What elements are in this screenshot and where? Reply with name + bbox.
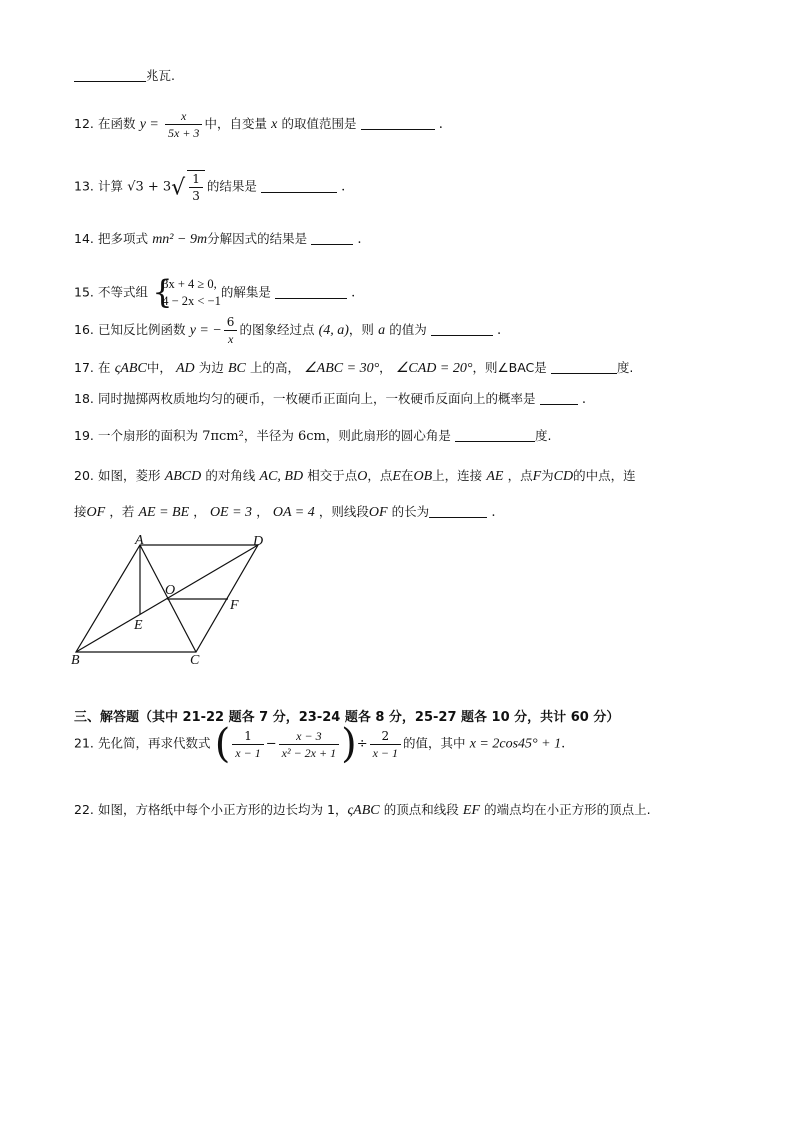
answer-blank (551, 359, 617, 374)
label-c: C (190, 653, 200, 668)
question-19: 19. 一个扇形的面积为 7πcm²，半径为 6cm，则此扇形的圆心角是 度. (74, 428, 552, 444)
rhombus-figure (66, 534, 286, 670)
fraction: $\frac{x - 3}{\text{x² − 2x + 1}}$ (279, 728, 339, 761)
label-d: D (253, 534, 264, 549)
question-22: 22. 如图，方格纸中每个小正方形的边长均为 1，ςABC 的顶点和线段 EF 的端点均在小正方形的顶点上. (74, 802, 651, 818)
answer-blank (311, 230, 353, 245)
fraction: $\frac{x}{5x + 3}$ (165, 108, 202, 141)
fraction: $\frac{2}{x - 1}$ (370, 728, 401, 761)
label-f: F (230, 598, 239, 613)
answer-blank (540, 390, 578, 405)
fraction: $\frac{1}{x - 1}$ (232, 728, 263, 761)
question-13: 13. 计算 √3 + 3√ $\frac{1}{3}$ 的结果是 . (74, 172, 346, 203)
fraction: $\frac{6}{x}$ (224, 314, 238, 347)
answer-blank (275, 284, 347, 299)
inequality-system: { 3x + 4 ≥ 0, 4 − 2x < −1 (152, 273, 221, 311)
question-20-line-1: 20. 如图，菱形 ABCD 的对角线 AC, BD 相交于点O，点E在OB上，连接 AE ，点F为CD的中点，连 (74, 468, 636, 484)
question-16: 16. 已知反比例函数 y = − $\frac{6}{x}$ 的图象经过点 (4, a)，则 a 的值为 . (74, 315, 502, 346)
answer-blank (429, 503, 487, 518)
question-12: 12. 在函数 y = $\frac{x}{5x + 3}$ 中，自变量 x 的取值范围是 . (74, 109, 443, 140)
label-e: E (134, 618, 143, 633)
question-14: 14. 把多项式 mn² − 9m分解因式的结果是 . (74, 231, 362, 247)
answer-blank (455, 427, 535, 442)
question-20-line-2: 接OF ，若 AE = BE ， OE = 3 ， OA = 4 ，则线段OF 的长为 . (74, 504, 496, 520)
question-17: 17. 在 ςABC中， AD 为边 BC 上的高， ∠ABC = 30°， ∠CAD = 20°，则∠BAC是 度. (74, 360, 634, 376)
q11-tail: 兆瓦. (74, 66, 175, 87)
answer-blank (74, 67, 146, 82)
question-21: 21. 先化简，再求代数式 ( $\frac{1}{x - 1}$ − $\frac{x - 3}{\text{x² − 2x + 1}}$ )÷ $\frac{2}{x - 1}$ 的值，其中 x = 2cos45° + 1. (74, 721, 566, 767)
question-18: 18. 同时抛掷两枚质地均匀的硬币，一枚硬币正面向上，一枚硬币反面向上的概率是 . (74, 391, 586, 407)
sqrt-fraction: $\frac{1}{3}$ (187, 170, 205, 204)
answer-blank (261, 178, 337, 193)
answer-blank (431, 321, 493, 336)
question-15: 15. 不等式组 { 3x + 4 ≥ 0, 4 − 2x < −1 的解集是 . (74, 273, 356, 311)
section-heading: 三、解答题（其中 21-22 题各 7 分，23-24 题各 8 分，25-27 题各 10 分，共计 60 分） (74, 710, 620, 725)
label-b: B (71, 653, 80, 668)
label-o: O (165, 583, 176, 598)
label-a: A (135, 534, 144, 548)
answer-blank (361, 115, 435, 130)
